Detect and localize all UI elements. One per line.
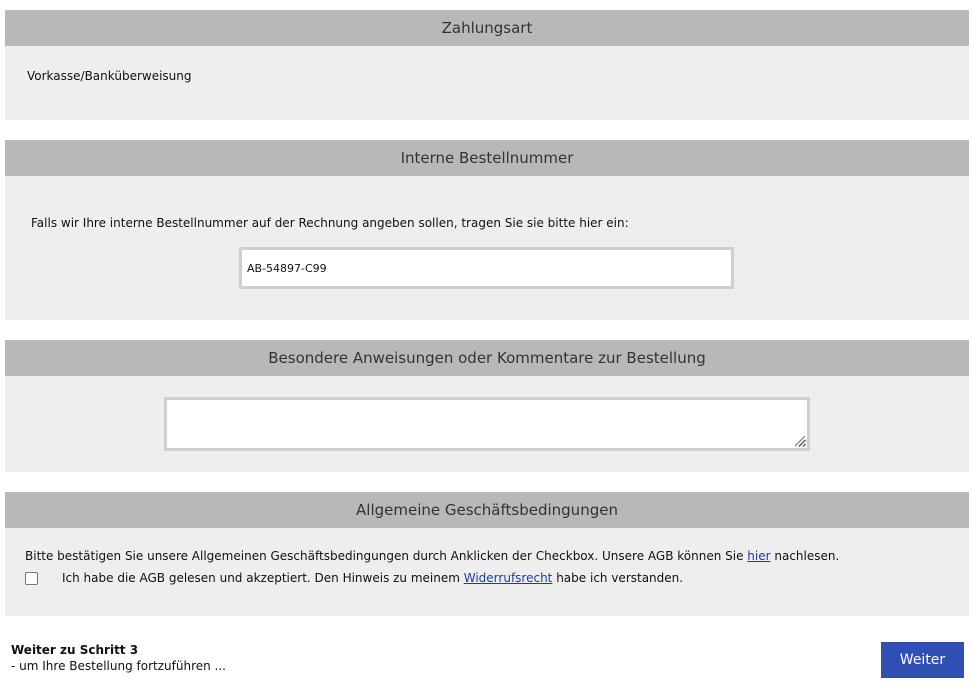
next-step-title: Weiter zu Schritt 3 [11, 643, 139, 657]
terms-here-link[interactable]: hier [747, 549, 771, 563]
order-number-section [5, 140, 969, 320]
terms-section [5, 492, 969, 616]
terms-checkbox[interactable] [25, 572, 38, 585]
payment-header: Zahlungsart [5, 10, 969, 46]
comments-header: Besondere Anweisungen oder Kommentare zur Bestellung [5, 340, 969, 376]
terms-text-after: nachlesen. [770, 549, 840, 563]
payment-section [5, 10, 969, 120]
comments-section [5, 340, 969, 472]
order-number-header: Interne Bestellnummer [5, 140, 969, 176]
next-step-subtitle: - um Ihre Bestellung fortzuführen ... [11, 659, 226, 673]
resize-grip-icon[interactable] [792, 433, 806, 447]
terms-text [25, 549, 839, 563]
terms-checkbox-label [62, 571, 683, 585]
comments-textarea[interactable] [164, 397, 810, 451]
next-button[interactable]: Weiter [881, 642, 964, 678]
terms-header: Allgemeine Geschäftsbedingungen [5, 492, 969, 528]
terms-text-before: Bitte bestätigen Sie unsere Allgemeinen Geschäftsbedingungen durch Anklicken der Checkbox. Unsere AGB können Sie [25, 549, 748, 563]
checkbox-text-after: habe ich verstanden. [552, 571, 684, 585]
order-number-input[interactable] [239, 247, 734, 289]
payment-method: Vorkasse/Banküberweisung [27, 69, 192, 83]
checkbox-text-before: Ich habe die AGB gelesen und akzeptiert. Den Hinweis zu meinem [62, 571, 464, 585]
withdrawal-rights-link[interactable]: Widerrufsrecht [463, 571, 553, 585]
order-number-instruction: Falls wir Ihre interne Bestellnummer auf der Rechnung angeben sollen, tragen Sie sie bitte hier ein: [31, 216, 629, 230]
terms-checkbox-row [25, 571, 683, 585]
